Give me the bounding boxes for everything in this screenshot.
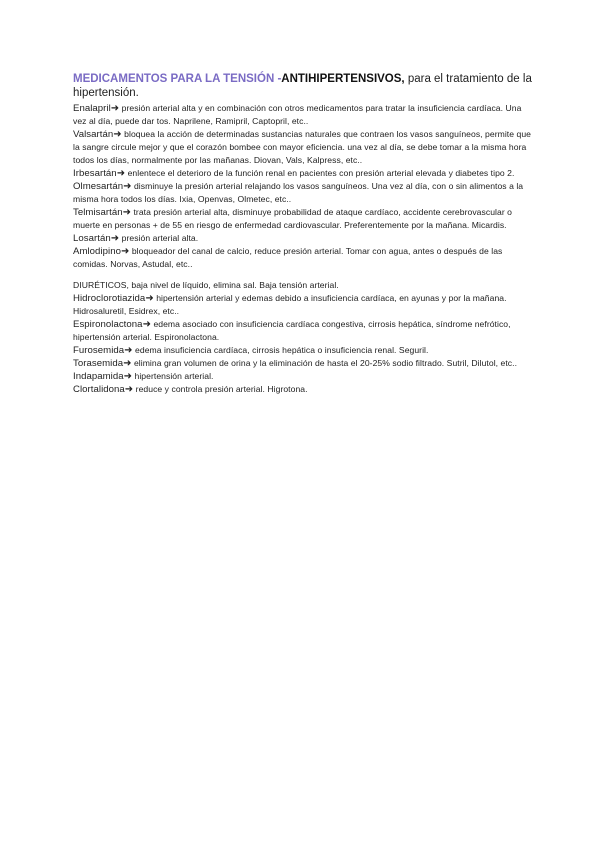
drug-name: Clortalidona	[73, 384, 125, 395]
drug-entry-clortalidona	[73, 383, 533, 396]
drug-description: enlentece el deterioro de la función renal en pacientes con presión arterial elevada y diabetes tipo 2.	[125, 168, 515, 178]
arrow-icon: ➜	[123, 358, 132, 369]
arrow-icon: ➜	[123, 181, 132, 192]
drug-description: reduce y controla presión arterial. Higrotona.	[133, 384, 308, 394]
drug-description: disminuye la presión arterial relajando los vasos sanguíneos. Una vez al día, con o sin alimentos a la misma hora todos los días. Ixia, Openvas, Olmetec, etc..	[73, 181, 524, 204]
drug-description: trata presión arterial alta, disminuye probabilidad de ataque cardíaco, accidente cerebrovascular o muerte en personas + de 55 en riesgo de enfermedad cardiovascular. Preferentemente por la mañana. Micardis.	[73, 207, 513, 230]
drug-description: bloqueador del canal de calcio, reduce presión arterial. Tomar con agua, antes o después de las comidas. Norvas, Astudal, etc..	[73, 246, 503, 269]
drug-entry-irbesartan	[73, 167, 533, 180]
drug-name: Torasemida	[73, 358, 124, 369]
arrow-icon: ➜	[113, 129, 122, 140]
document-page	[73, 72, 533, 396]
drug-entry-amlodipino	[73, 245, 533, 271]
drug-name: Indapamida	[73, 371, 124, 382]
drug-entry-telmisartan	[73, 206, 533, 232]
drug-entry-espironolactona	[73, 318, 533, 344]
arrow-icon: ➜	[124, 345, 133, 356]
drug-entry-valsartan	[73, 128, 533, 167]
drug-description: elimina gran volumen de orina y la eliminación de hasta el 20-25% sodio filtrado. Sutril, Dilutol, etc..	[131, 358, 518, 368]
drug-name: Telmisartán	[73, 207, 123, 218]
antihypertensive-list	[73, 102, 533, 271]
drug-name: Enalapril	[73, 103, 111, 114]
drug-name: Amlodipino	[73, 246, 121, 257]
title-separator: -	[274, 73, 282, 85]
title-main: MEDICAMENTOS PARA LA TENSIÓN	[73, 73, 275, 85]
arrow-icon: ➜	[145, 293, 154, 304]
arrow-icon: ➜	[110, 233, 120, 244]
drug-description: presión arterial alta.	[119, 233, 199, 243]
arrow-icon: ➜	[142, 319, 151, 330]
drug-entry-enalapril	[73, 102, 533, 128]
drug-name: Hidroclorotiazida	[73, 293, 146, 304]
arrow-icon: ➜	[122, 207, 132, 218]
drug-entry-indapamida	[73, 370, 533, 383]
document-title	[73, 72, 533, 100]
drug-entry-hidroclorotiazida	[73, 292, 533, 318]
diuretics-heading: DIURÉTICOS, baja nivel de líquido, elimina sal. Baja tensión arterial.	[73, 280, 339, 290]
section-spacer	[73, 271, 533, 279]
drug-description: hipertensión arterial y edemas debido a insuficiencia cardíaca, en ayunas y por la mañana. Hidrosaluretil, Esidrex, etc..	[73, 293, 507, 316]
drug-description: hipertensión arterial.	[132, 371, 214, 381]
drug-entry-torasemida	[73, 357, 533, 370]
title-category: ANTIHIPERTENSIVOS,	[281, 73, 405, 85]
drug-name: Losartán	[73, 233, 111, 244]
title-description: para el tratamiento de la hipertensión.	[73, 73, 532, 99]
drug-description: presión arterial alta y en combinación con otros medicamentos para tratar la insuficiencia cardíaca. Una vez al día, puede dar tos. Naprilene, Ramipril, Captopril, etc..	[73, 103, 522, 126]
drug-name: Olmesartán	[73, 181, 124, 192]
drug-entry-furosemida	[73, 344, 533, 357]
drug-description: edema asociado con insuficiencia cardíaca congestiva, cirrosis hepática, síndrome nefrótico, hipertensión arterial. Espironolactona.	[73, 319, 511, 342]
drug-description: bloquea la acción de determinadas sustancias naturales que contraen los vasos sanguíneos, permite que la sangre circule mejor y que el corazón bombee con mayor eficiencia. una vez al día, se debe tomar a la misma hora todos los días, normalmente por las mañanas. Diovan, Vals, Kalpress, etc..	[73, 129, 531, 165]
drug-description: edema insuficiencia cardíaca, cirrosis hepática o insuficiencia renal. Seguril.	[132, 345, 429, 355]
arrow-icon: ➜	[110, 103, 120, 114]
arrow-icon: ➜	[124, 384, 134, 395]
drug-entry-olmesartan	[73, 180, 533, 206]
drug-name: Irbesartán	[73, 168, 117, 179]
arrow-icon: ➜	[116, 168, 126, 179]
drug-entry-losartan	[73, 232, 533, 245]
drug-name: Espironolactona	[73, 319, 143, 330]
drug-name: Valsartán	[73, 129, 114, 140]
diuretic-list	[73, 292, 533, 396]
drug-name: Furosemida	[73, 345, 125, 356]
arrow-icon: ➜	[120, 246, 130, 257]
arrow-icon: ➜	[123, 371, 133, 382]
